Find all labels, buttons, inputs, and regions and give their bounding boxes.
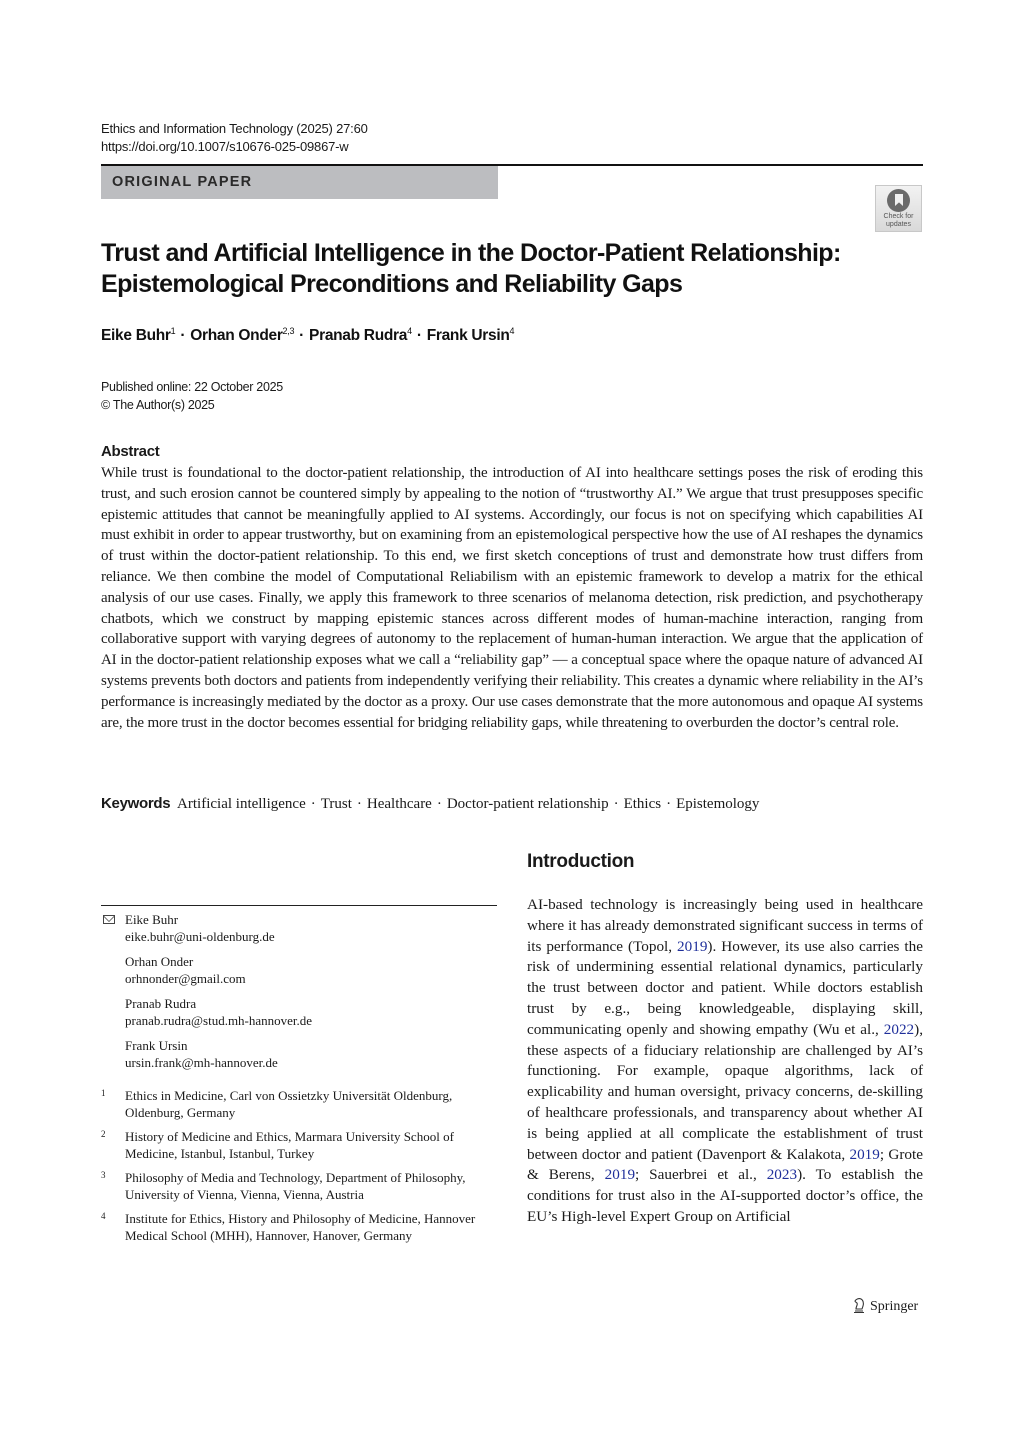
author-list <box>101 326 514 345</box>
author-affiliation-marker: 4 <box>407 326 412 336</box>
citation-link[interactable]: 2019 <box>677 937 708 955</box>
body-text: ), these aspects of a fiduciary relationship are challenged by AI’s functioning. For example, opaque algorithms, lack of explicability and human oversight, privacy concerns, de-skilling of healthcare professionals, and transparency about whether AI is being applied at all complicate the establishment of trust between doctor and patient (Davenport & Kalakota, <box>527 1020 923 1163</box>
check-for-updates-label: Check for updates <box>883 213 914 228</box>
keyword-separator: · <box>310 796 316 812</box>
keyword: Artificial intelligence <box>177 796 306 812</box>
article-type-band <box>101 166 498 199</box>
publisher-logo <box>852 1297 918 1315</box>
author-affiliation-marker: 4 <box>509 326 515 336</box>
citation-link[interactable]: 2019 <box>604 1166 636 1184</box>
affiliation-number: 1 <box>101 1088 106 1098</box>
contact-entry <box>125 953 497 987</box>
introduction-text <box>527 895 923 1228</box>
keyword: Doctor-patient relationship <box>446 796 609 812</box>
body-text: AI-based technology is increasingly being used in healthcare where it has already demonstrated significant success in terms of its performance (Topol, <box>527 896 923 955</box>
author-separator: · <box>299 327 305 345</box>
author-affiliation-marker: 2,3 <box>282 326 295 336</box>
journal-header <box>101 120 368 156</box>
keywords-label: Keywords <box>101 795 171 812</box>
keyword-separator: · <box>666 796 672 812</box>
affiliation <box>101 1087 497 1121</box>
contact-email[interactable]: orhnonder@gmail.com <box>125 971 246 986</box>
contact-email[interactable]: ursin.frank@mh-hannover.de <box>125 1055 278 1070</box>
author-name[interactable]: Frank Ursin <box>426 327 510 345</box>
published-date: Published online: 22 October 2025 <box>101 380 283 394</box>
affiliation-text: Ethics in Medicine, Carl von Ossietzky Universität Oldenburg, Oldenburg, Germany <box>125 1088 453 1120</box>
affiliation-text: Institute for Ethics, History and Philosophy of Medicine, Hannover Medical School (MHH), Hannover, Hanover, Germany <box>125 1211 476 1243</box>
keyword: Trust <box>320 796 352 812</box>
keyword-separator: · <box>613 796 619 812</box>
contact-name: Pranab Rudra <box>125 996 197 1011</box>
affiliation <box>101 1128 497 1162</box>
abstract-heading: Abstract <box>101 443 160 460</box>
keyword: Ethics <box>623 796 662 812</box>
body-text: ; Sauerbrei et al., <box>635 1166 767 1184</box>
affiliation <box>101 1169 497 1203</box>
correspondence-block <box>101 911 497 1079</box>
introduction-heading: Introduction <box>527 851 635 872</box>
keyword: Epistemology <box>676 796 760 812</box>
article-type-label: ORIGINAL PAPER <box>112 174 253 190</box>
paper-title: Trust and Artificial Intelligence in the Doctor-Patient Relationship: Epistemological Preconditions and Reliability Gaps <box>101 239 841 298</box>
citation-link[interactable]: 2023 <box>766 1166 798 1184</box>
copyright: © The Author(s) 2025 <box>101 398 215 412</box>
contact-name: Frank Ursin <box>125 1038 188 1053</box>
contact-entry <box>125 911 497 945</box>
author-name[interactable]: Eike Buhr <box>101 327 171 345</box>
keyword-separator: · <box>436 796 442 812</box>
affiliation-text: Philosophy of Media and Technology, Department of Philosophy, University of Vienna, Vienna, Vienna, Austria <box>125 1170 466 1202</box>
contact-name: Eike Buhr <box>125 912 179 927</box>
contact-entry <box>125 995 497 1029</box>
affiliation <box>101 1210 497 1244</box>
contact-entry <box>125 1037 497 1071</box>
body-text: ; Grote & Berens, <box>527 1145 923 1184</box>
footnote-rule <box>101 905 497 906</box>
author-name[interactable]: Pranab Rudra <box>309 327 408 345</box>
author-affiliation-marker: 1 <box>170 326 176 336</box>
publisher-name: Springer <box>870 1299 919 1314</box>
affiliation-number: 2 <box>101 1129 106 1139</box>
keyword-list <box>177 796 759 812</box>
author-name[interactable]: Orhan Onder <box>190 327 283 345</box>
body-text: ). However, its use also carries the risk of undermining essential relational dynamics, particularly the trust between doctor and patient. While doctors establish trust by e.g., being knowledgeable, displaying skill, communicating openly and showing empathy (Wu et al., <box>527 937 923 1038</box>
affiliations <box>101 1087 497 1251</box>
keyword-separator: · <box>356 796 362 812</box>
citation-link[interactable]: 2019 <box>849 1145 880 1163</box>
abstract-text: While trust is foundational to the doctor-patient relationship, the introduction of AI into healthcare settings poses the risk of eroding this trust, and such erosion cannot be countered simply by appealing to the notion of “trustworthy AI.” We argue that trust presupposes specific epistemic attitudes that cannot be meaningfully applied to AI systems. Accordingly, our focus is not on specifying which capabilities AI must exhibit in order to appear trustworthy, but on examining from an epistemological perspective how the use of AI reshapes the dynamics of trust within the doctor-patient relationship. To this end, we first sketch conceptions of trust and demonstrate how trust differs from reliance. We then combine the model of Computational Reliabilism with an epistemic framework to develop a matrix for the ethical analysis of our use cases. Finally, we apply this framework to three scenarios of melanoma detection, risk prediction, and psychotherapy chatbots, which we construct by mapping epistemic stances across different modes of human-machine interaction, ranging from collaborative support with varying degrees of autonomy to the replacement of human-human interaction. We argue that the application of AI in the doctor-patient relationship exposes what we call a “reliability gap” — a conceptual space where the opaque nature of advanced AI systems prevents both doctors and patients from independently verifying their reliability. This creates a dynamic where reliability in the AI’s performance is increasingly mediated by the doctor as a proxy. Our use cases demonstrate that the more autonomous and opaque AI systems are, the more trust in the doctor becomes essential for bridging reliability gaps, while threatening to overburden the doctor’s central role. <box>101 465 923 731</box>
affiliation-number: 3 <box>101 1170 106 1180</box>
check-for-updates-button[interactable] <box>875 185 922 232</box>
contact-name: Orhan Onder <box>125 954 194 969</box>
envelope-icon <box>103 915 115 924</box>
body-text: ). To establish the conditions for trust also in the AI-supported doctor’s office, the EU’s High-level Expert Group on Artificial <box>527 1166 923 1225</box>
author-separator: · <box>416 327 422 345</box>
affiliation-text: History of Medicine and Ethics, Marmara University School of Medicine, Istanbul, Istanbul, Turkey <box>125 1129 454 1161</box>
springer-knight-icon <box>852 1297 866 1313</box>
contact-email[interactable]: eike.buhr@uni-oldenburg.de <box>125 929 275 944</box>
affiliation-number: 4 <box>101 1211 106 1221</box>
contact-email[interactable]: pranab.rudra@stud.mh-hannover.de <box>125 1013 313 1028</box>
publication-info <box>101 378 283 414</box>
keyword: Healthcare <box>366 796 432 812</box>
journal-citation: Ethics and Information Technology (2025) 27:60 <box>101 121 368 136</box>
doi-link[interactable]: https://doi.org/10.1007/s10676-025-09867-w <box>101 139 349 154</box>
keywords <box>101 795 759 813</box>
author-separator: · <box>180 327 186 345</box>
citation-link[interactable]: 2022 <box>883 1020 915 1038</box>
